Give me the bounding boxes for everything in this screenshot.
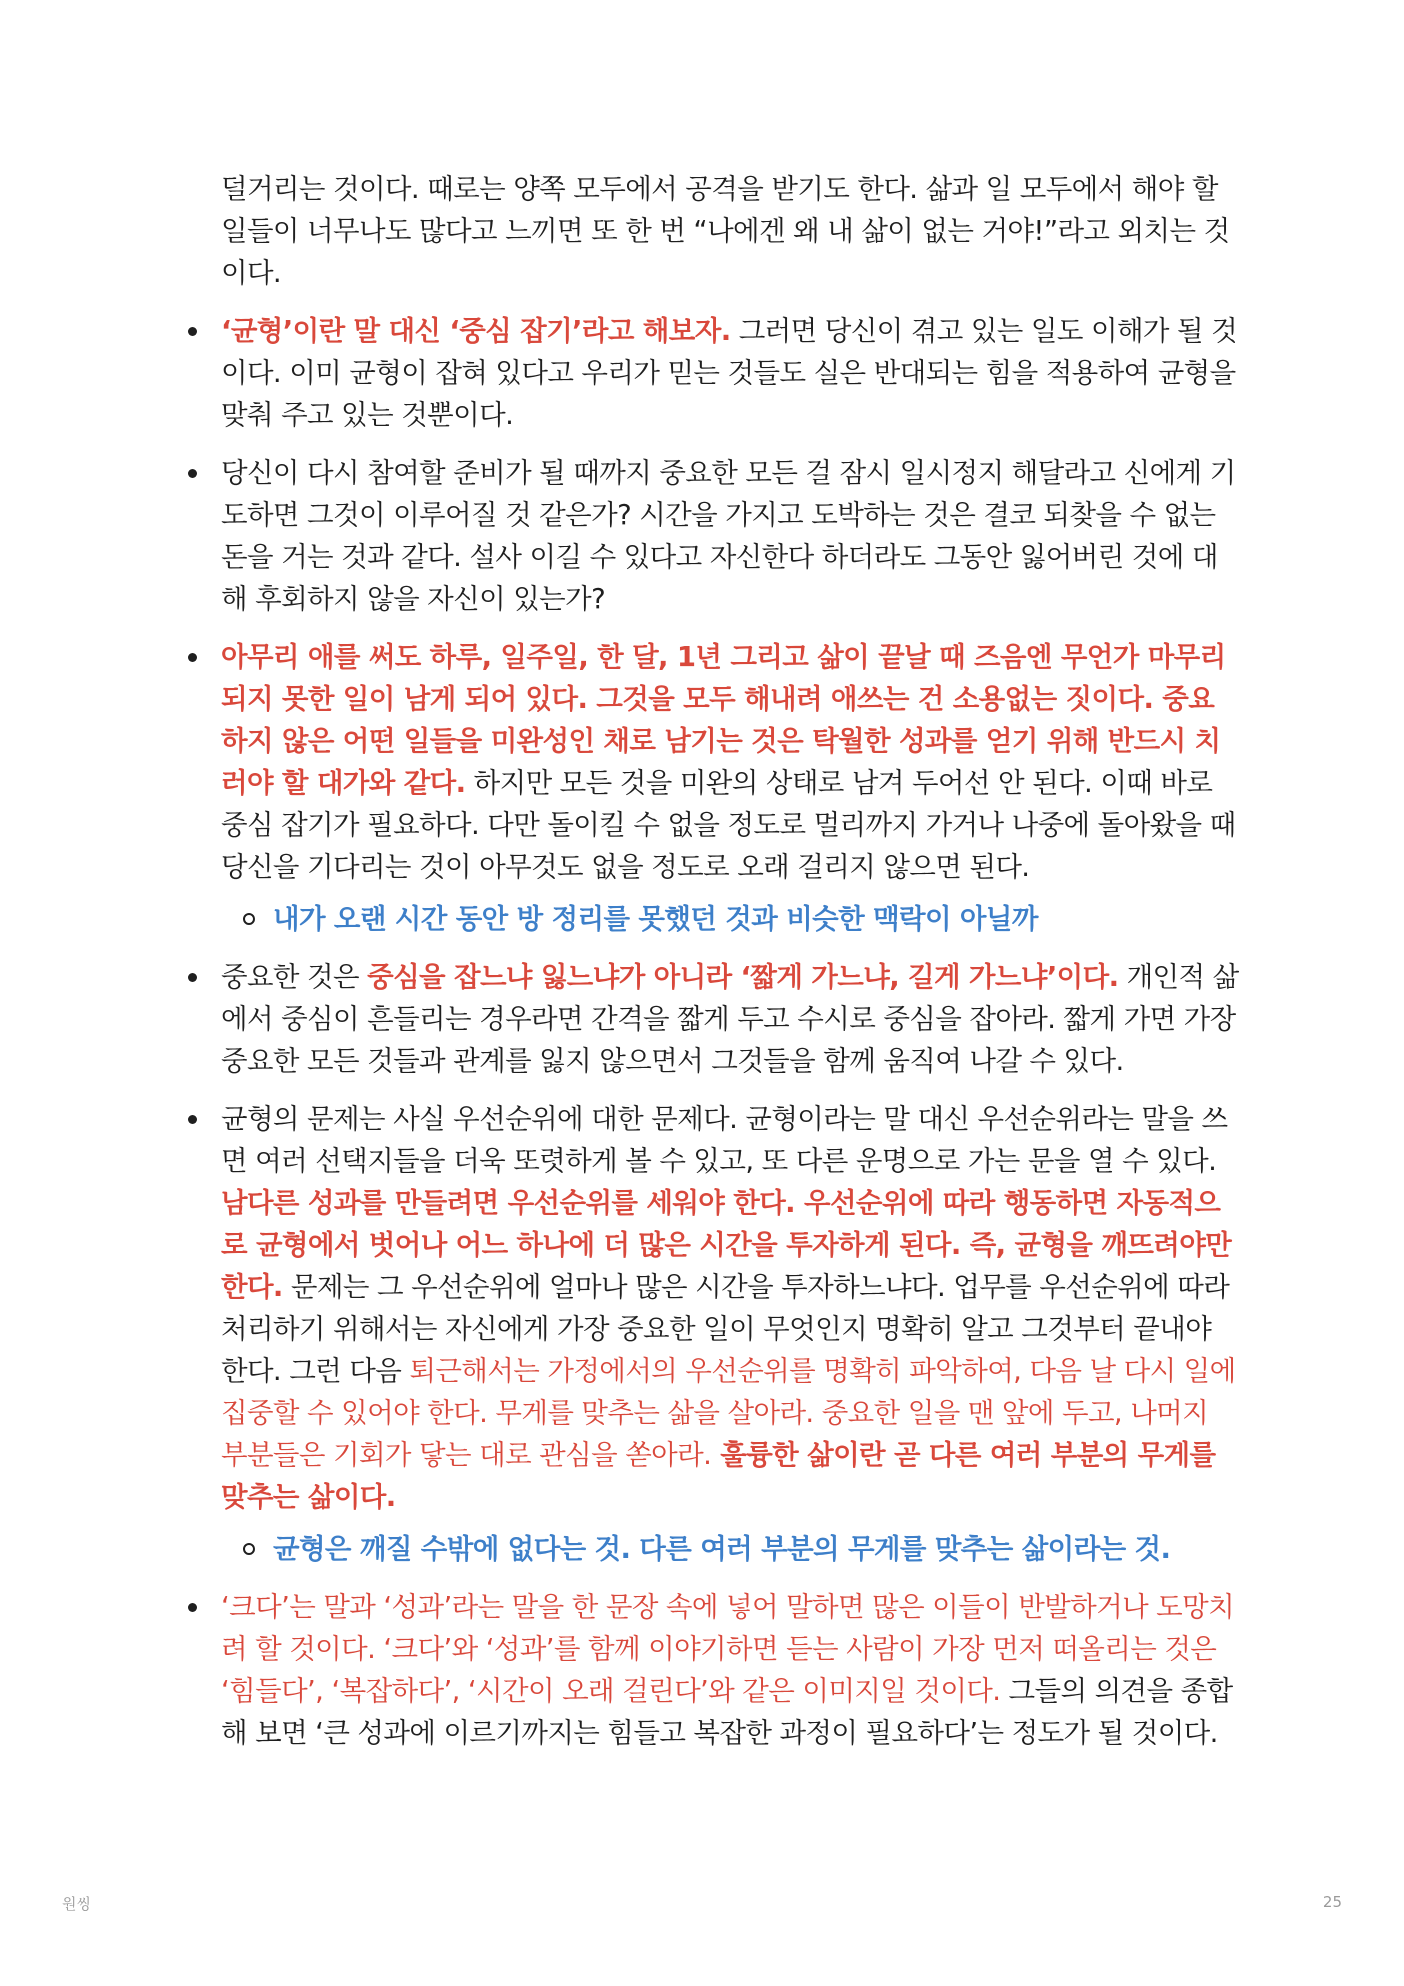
bullet-unfinished-work — [221, 636, 1239, 940]
body-text: 그러면 당신이 겪고 있는 일도 이해가 될 것이다. 이미 균형이 잡혀 있다고 우리가 믿는 것들도 실은 반대되는 힘을 적용하여 균형을 맞춰 주고 있는 것뿐이다. — [221, 315, 1238, 431]
bullet-priority — [221, 1098, 1239, 1570]
bullet-balance-centering — [221, 310, 1239, 436]
bullet-list — [221, 310, 1239, 1754]
body-text: 중요한 것은 — [221, 961, 368, 993]
highlight-text: 중심을 잡느냐 잃느냐가 아니라 ‘짧게 가느냐, 길게 가느냐’이다. — [367, 961, 1119, 993]
bullet-short-long — [221, 956, 1239, 1082]
sub-list — [221, 1528, 1239, 1570]
body-text: 그들의 의견을 종합해 보면 ‘큰 성과에 이르기까지는 힘들고 복잡한 과정이 필요하다’는 정도가 될 것이다. — [221, 1675, 1233, 1749]
book-title: 원씽 — [62, 1895, 91, 1913]
body-text: 하지만 모든 것을 미완의 상태로 남겨 두어선 안 된다. 이때 바로 중심 잡기가 필요하다. 다만 돌이킬 수 없을 정도로 멀리까지 가거나 나중에 돌아왔을 때 당신을 기다리는 것이 아무것도 없을 정도로 오래 걸리지 않으면 된다. — [221, 767, 1236, 883]
body-text: 개인적 삶에서 중심이 흔들리는 경우라면 간격을 짧게 두고 수시로 중심을 잡아라. 짧게 가면 가장 중요한 모든 것들과 관계를 잃지 않으면서 그것들을 함께 움직여 나갈 수 있다. — [221, 961, 1239, 1077]
page-content — [221, 168, 1239, 1770]
sub-list — [221, 898, 1239, 940]
body-text: 문제는 그 우선순위에 얼마나 많은 시간을 투자하느냐다. 업무를 우선순위에 따라 처리하기 위해서는 자신에게 가장 중요한 일이 무엇인지 명확히 알고 그것부터 끝내야 한다. 그런 다음 — [221, 1271, 1230, 1387]
body-text: 당신이 다시 참여할 준비가 될 때까지 중요한 모든 걸 잠시 일시정지 해달라고 신에게 기도하면 그것이 이루어질 것 같은가? 시간을 가지고 도박하는 것은 결코 되찾을 수 없는 돈을 거는 것과 같다. 설사 이길 수 있다고 자신한다 하더라도 그동안 잃어버린 것에 대해 후회하지 않을 자신이 있는가? — [221, 457, 1236, 615]
body-text: 균형의 문제는 사실 우선순위에 대한 문제다. 균형이라는 말 대신 우선순위라는 말을 쓰면 여러 선택지들을 더욱 또렷하게 볼 수 있고, 또 다른 운명으로 가는 문을 열 수 있다. — [221, 1103, 1228, 1177]
highlight-text: ‘균형’이란 말 대신 ‘중심 잡기’라고 해보자. — [221, 315, 731, 347]
red-text: 퇴근해서는 가정에서의 우선순위를 명확히 파악하여, 다음 날 다시 일에 집중할 수 있어야 한다. 무게를 맞추는 삶을 살아라. 중요한 일을 맨 앞에 두고, 나머지 부분들은 기회가 닿는 대로 관심을 쏟아라. — [221, 1355, 1236, 1471]
red-text: ‘크다’는 말과 ‘성과’라는 말을 한 문장 속에 넣어 말하면 많은 이들이 반발하거나 도망치려 할 것이다. ‘크다’와 ‘성과’를 함께 이야기하면 듣는 사람이 가장 먼저 떠올리는 것은 ‘힘들다’, ‘복잡하다’, ‘시간이 오래 걸린다’와 같은 이미지일 것이다. — [221, 1591, 1235, 1707]
bullet-big-results — [221, 1586, 1239, 1754]
highlight-text: 아무리 애를 써도 하루, 일주일, 한 달, 1년 그리고 삶이 끝날 때 즈음엔 무언가 마무리되지 못한 일이 남게 되어 있다. 그것을 모두 해내려 애쓰는 건 소용없는 짓이다. 중요하지 않은 어떤 일들을 미완성인 채로 남기는 것은 탁월한 성과를 얻기 위해 반드시 치러야 할 대가와 같다. — [221, 641, 1226, 799]
highlight-text: 훌륭한 삶이란 곧 다른 여러 부분의 무게를 맞추는 삶이다. — [221, 1439, 1216, 1513]
intro-paragraph: 덜거리는 것이다. 때로는 양쪽 모두에서 공격을 받기도 한다. 삶과 일 모두에서 해야 할 일들이 너무나도 많다고 느끼면 또 한 번 “나에겐 왜 내 삶이 없는 거야!”라고 외치는 것이다. — [221, 173, 1230, 289]
bullet-pause-prayer — [221, 452, 1239, 620]
note-room-cleaning: 내가 오랜 시간 동안 방 정리를 못했던 것과 비슷한 맥락이 아닐까 — [273, 898, 1239, 940]
page-number: 25 — [1322, 1893, 1342, 1911]
note-balance-breaks: 균형은 깨질 수밖에 없다는 것. 다른 여러 부분의 무게를 맞추는 삶이라는 것. — [273, 1528, 1239, 1570]
highlight-text: 남다른 성과를 만들려면 우선순위를 세워야 한다. 우선순위에 따라 행동하면 자동적으로 균형에서 벗어나 어느 하나에 더 많은 시간을 투자하게 된다. 즉, 균형을 깨뜨려야만 한다. — [221, 1187, 1232, 1303]
